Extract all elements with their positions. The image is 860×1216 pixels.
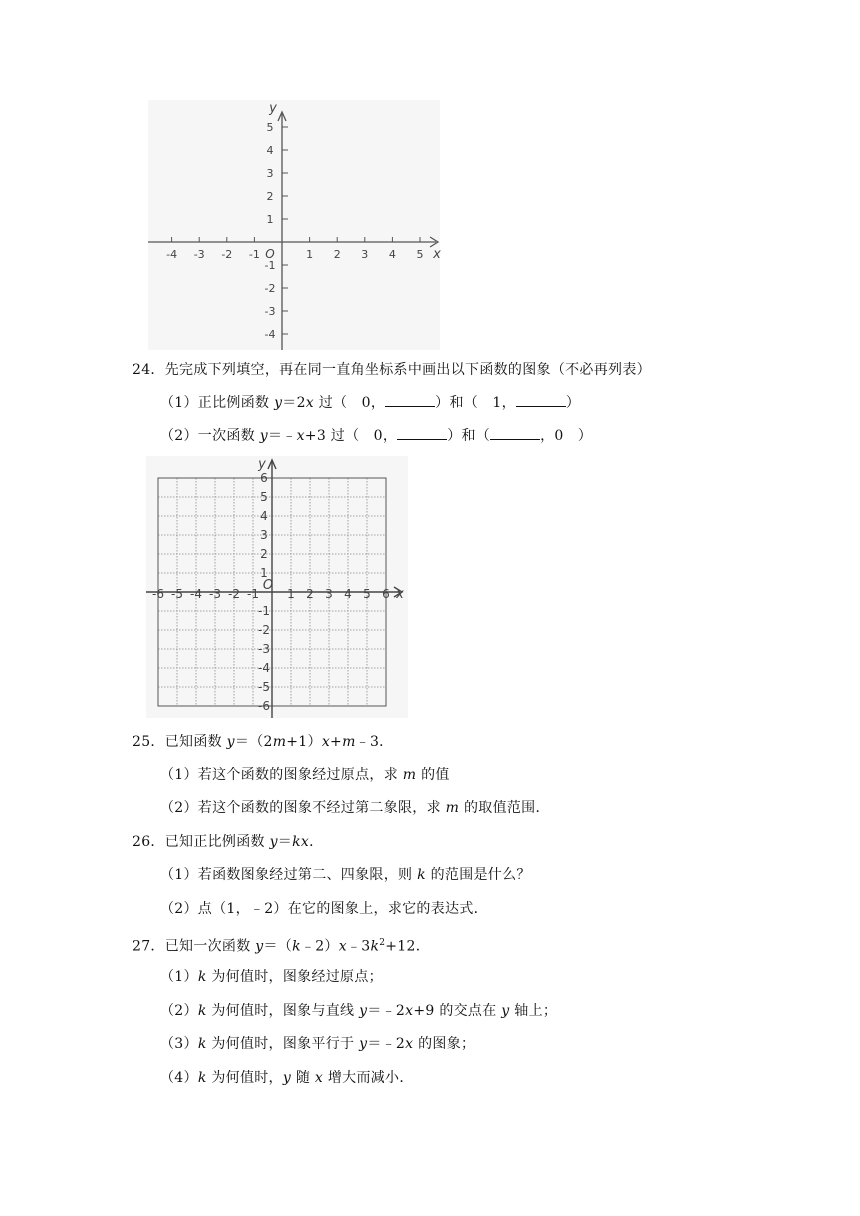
q27-p1-k: k: [197, 969, 207, 985]
q24-p2-plus: +3 过（ 0，: [304, 428, 398, 444]
y-tick-label: 4: [260, 509, 268, 523]
x-axis-label: x: [396, 587, 404, 602]
x-tick-label: -2: [221, 248, 233, 261]
x-tick-label: 1: [306, 248, 314, 261]
y-tick-label: -1: [264, 259, 276, 272]
y-tick-label: -2: [264, 282, 276, 295]
y-tick-label: 1: [260, 566, 268, 580]
x-tick-label: 3: [325, 587, 333, 601]
q25-part2: [160, 799, 550, 817]
q25-p2-post: 的取值范围．: [459, 800, 550, 816]
q27-p2-mid: 为何值时，图象与直线: [206, 1003, 360, 1019]
x-tick-label: -2: [228, 587, 240, 601]
y-tick-label: 2: [266, 190, 274, 203]
y-tick-label: 3: [266, 167, 274, 180]
coordinate-plane-1: [148, 100, 440, 350]
q25-stem-eq: ＝（2: [234, 734, 273, 750]
q24-part1: [160, 394, 580, 412]
q27-p2-eq: ＝﹣2: [367, 1003, 406, 1019]
q24-p1-end: ）: [565, 395, 581, 411]
q26-stem-eq: ＝: [277, 834, 293, 850]
q25-p2-pre: （2）若这个函数的图象不经过第二象限，求: [160, 800, 446, 816]
x-tick-label: 5: [416, 248, 424, 261]
q24-p2-y: y: [259, 428, 268, 444]
y-tick-label: 1: [266, 213, 274, 226]
q27-stem-exponent: 2: [379, 938, 386, 948]
q27-p4-y: y: [282, 1070, 292, 1086]
q27-part1: [160, 968, 383, 986]
q24-p2-eq: ＝﹣: [267, 428, 297, 444]
q27-p3-eq: ＝﹣2: [367, 1036, 406, 1052]
q24-p1-x: x: [305, 395, 314, 411]
q24-p1-mid: 过（ 0，: [314, 395, 386, 411]
y-tick-label: 5: [260, 490, 268, 504]
q25-stem-x: x: [321, 734, 331, 750]
x-axis-label: x: [433, 247, 441, 262]
q27-number: 27．: [132, 938, 165, 955]
coordinate-grid-2: [146, 456, 408, 718]
x-tick-label: 3: [361, 248, 369, 261]
x-tick-label: -1: [247, 587, 259, 601]
y-axis-label: y: [258, 457, 266, 472]
coordinate-grid-2-svg: [146, 456, 408, 718]
q27-p1-pre: （1）: [160, 969, 198, 985]
q27-stem-k2: k: [370, 938, 380, 955]
y-tick-label: 3: [260, 528, 268, 542]
q24-number: 24．: [132, 362, 165, 378]
q26-part2: [160, 900, 488, 918]
q27-stem-eq: ＝（: [263, 938, 293, 955]
q26-stem: [132, 833, 323, 851]
q27-stem-k: k: [292, 938, 301, 955]
q27-p4-post: 增大而减小．: [323, 1070, 414, 1086]
q25-stem-m: m: [272, 734, 287, 750]
q27-p3-k: k: [197, 1036, 207, 1052]
x-tick-label: 2: [333, 248, 341, 261]
q25-p1-pre: （1）若这个函数的图象经过原点，求: [160, 767, 403, 783]
q24-p2-end: ，0 ）: [540, 428, 593, 444]
q27-p2-k: k: [197, 1003, 207, 1019]
q26-stem-kx: kx: [292, 834, 310, 850]
q25-stem: [132, 733, 393, 751]
q24-text: 先完成下列填空，再在同一直角坐标系中画出以下函数的图象（不必再列表）: [164, 362, 651, 378]
q27-stem: [132, 934, 430, 956]
q25-stem-plus2: +: [330, 734, 343, 750]
q27-stem-y: y: [255, 938, 264, 955]
q26-p1-k: k: [417, 867, 426, 883]
coordinate-plane-1-svg: [148, 100, 440, 350]
q26-stem-tail: ．: [309, 834, 324, 850]
x-tick-label: 4: [344, 587, 352, 601]
y-axis-label: y: [269, 101, 277, 116]
q26-part1: [160, 866, 531, 884]
q27-p4-mid: 为何值时，: [206, 1070, 283, 1086]
q24-stem: [132, 361, 651, 379]
q27-p4-k: k: [197, 1070, 207, 1086]
q27-p3-y: y: [359, 1036, 368, 1052]
x-tick-label: -6: [152, 587, 164, 601]
q27-p2-y: y: [359, 1003, 368, 1019]
y-tick-label: 4: [266, 144, 274, 157]
x-tick-label: -1: [248, 248, 260, 261]
x-tick-label: 2: [306, 587, 314, 601]
q27-p4-mid2: 随: [291, 1070, 315, 1086]
q24-p1-prefix: （1）正比例函数: [160, 395, 275, 411]
y-tick-label: -6: [258, 699, 270, 713]
x-tick-label: 5: [363, 587, 371, 601]
q25-stem-y: y: [226, 734, 235, 750]
y-tick-label: -5: [258, 680, 270, 694]
q26-p2-text: （2）点（1，﹣2）在它的图象上，求它的表达式．: [160, 901, 488, 917]
y-tick-label: -4: [258, 661, 270, 675]
x-tick-label: -5: [171, 587, 183, 601]
q27-part4: [160, 1069, 414, 1087]
q25-p1-post: 的值: [416, 767, 450, 783]
q25-stem-plus: +1）: [286, 734, 322, 750]
q27-p3-x: x: [405, 1036, 414, 1052]
y-tick-label: 6: [260, 471, 268, 485]
q27-stem-x: x: [338, 938, 347, 955]
y-tick-label: -1: [258, 604, 270, 618]
q24-p1-eq: ＝2: [282, 395, 306, 411]
q25-stem-pre: 已知函数: [164, 734, 227, 750]
x-tick-label: 6: [382, 587, 390, 601]
y-tick-label: -4: [264, 328, 276, 341]
q27-stem-mid2: ﹣3: [346, 938, 371, 955]
y-tick-label: -3: [264, 305, 276, 318]
q24-part2: [160, 427, 592, 445]
q27-stem-pre: 已知一次函数: [164, 938, 256, 955]
q27-p3-pre: （3）: [160, 1036, 198, 1052]
q27-p2-pre: （2）: [160, 1003, 198, 1019]
q24-p1-y: y: [274, 395, 283, 411]
q27-p2-x: x: [405, 1003, 414, 1019]
q25-number: 25．: [132, 734, 165, 750]
q24-p2-blank-2[interactable]: [490, 427, 540, 440]
q26-number: 26．: [132, 834, 165, 850]
q27-p3-mid: 为何值时，图象平行于: [206, 1036, 360, 1052]
x-tick-label: -4: [166, 248, 178, 261]
q27-stem-mid: ﹣2）: [300, 938, 339, 955]
q24-p1-blank-1[interactable]: [385, 394, 435, 407]
x-tick-label: 1: [287, 587, 295, 601]
x-tick-label: -3: [209, 587, 221, 601]
q27-p3-post: 的图象；: [413, 1036, 476, 1052]
q27-part3: [160, 1035, 475, 1053]
q24-p1-blank-2[interactable]: [516, 394, 566, 407]
y-tick-label: -2: [258, 623, 270, 637]
q25-part1: [160, 766, 450, 784]
q27-p2-post: 轴上；: [509, 1003, 558, 1019]
origin-label: O: [262, 578, 274, 593]
q24-p1-and: ）和（ 1，: [435, 395, 516, 411]
y-tick-label: 5: [266, 121, 274, 134]
q24-p2-blank-1[interactable]: [397, 427, 447, 440]
q27-stem-tail: +12．: [385, 938, 431, 955]
q27-p2-y2: y: [501, 1003, 510, 1019]
q26-p1-post: 的范围是什么？: [425, 867, 531, 883]
x-tick-label: -4: [190, 587, 202, 601]
q25-stem-tail: ﹣3．: [355, 734, 394, 750]
q25-stem-m2: m: [342, 734, 356, 750]
q24-p2-and: ）和（: [447, 428, 491, 444]
y-tick-label: 2: [260, 547, 268, 561]
q26-stem-pre: 已知正比例函数: [164, 834, 270, 850]
q27-p2-mid2: +9 的交点在: [413, 1003, 502, 1019]
q27-p4-pre: （4）: [160, 1070, 198, 1086]
q24-p2-x: x: [296, 428, 305, 444]
q27-part2: [160, 1002, 557, 1020]
q26-stem-y: y: [269, 834, 278, 850]
q25-p1-m: m: [402, 767, 417, 783]
origin-label: O: [265, 247, 275, 261]
q26-p1-pre: （1）若函数图象经过第二、四象限，则: [160, 867, 418, 883]
q24-p2-prefix: （2）一次函数: [160, 428, 260, 444]
q25-p2-m: m: [445, 800, 460, 816]
q27-p1-post: 为何值时，图象经过原点；: [206, 969, 383, 985]
x-tick-label: -3: [193, 248, 205, 261]
x-tick-label: 4: [388, 248, 396, 261]
y-tick-label: -3: [258, 642, 270, 656]
q27-p4-x: x: [314, 1070, 324, 1086]
